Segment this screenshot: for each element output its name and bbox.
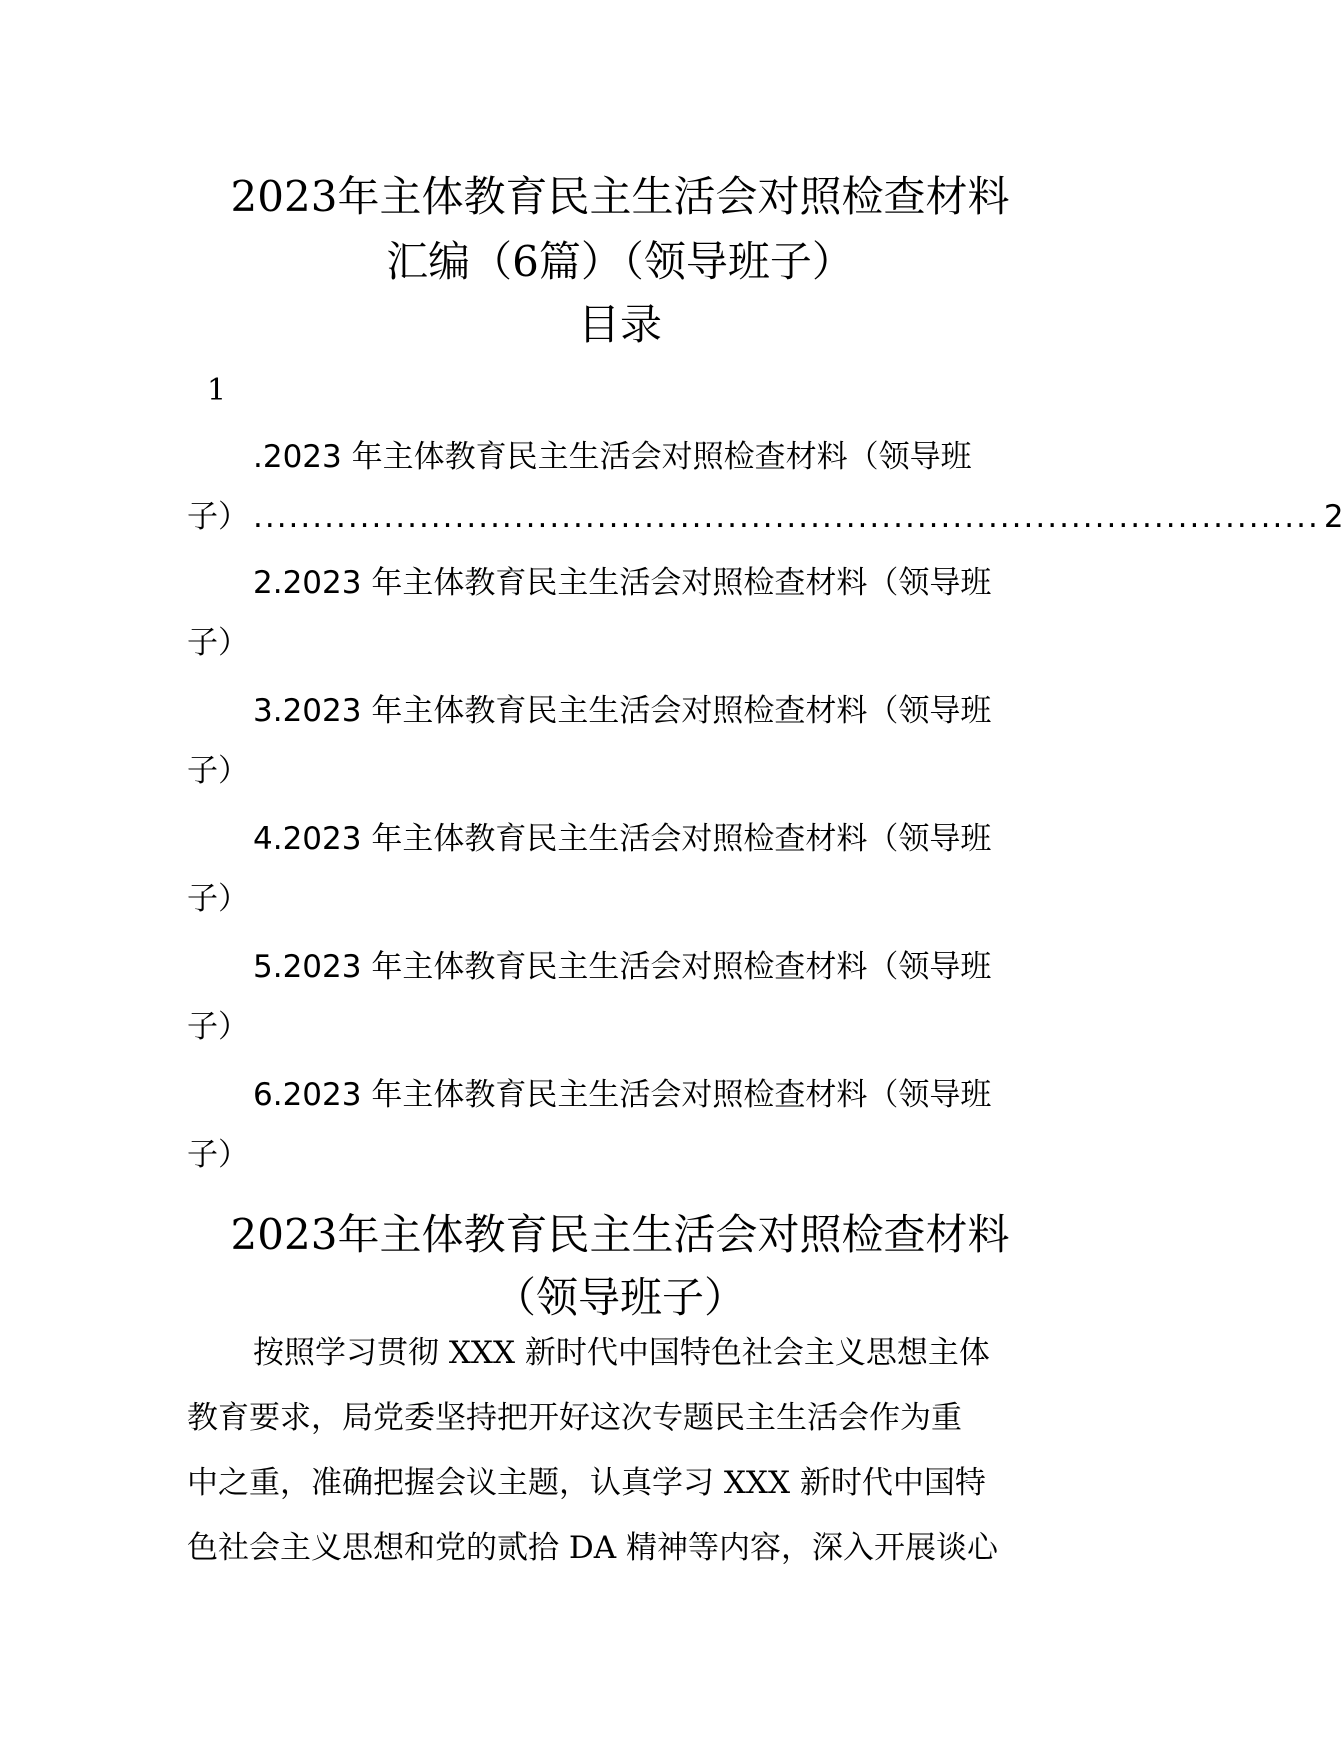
title-year: 2023 — [230, 172, 338, 221]
toc-entry-5-line-2[interactable]: 子） — [187, 1009, 249, 1045]
toc-entry-1-tail: 子） — [187, 499, 249, 535]
toc-entry-6-line-2[interactable]: 子） — [187, 1137, 249, 1173]
toc-leader-dots: .......................................................................................... — [253, 499, 1320, 535]
body-line-4 — [187, 1528, 1053, 1568]
section-title-year: 2023 — [230, 1210, 338, 1259]
body-text: 中之重，准确把握会议主题，认真学习 — [187, 1465, 724, 1501]
toc-entry-3-line-1[interactable]: 3.2023 年主体教育民主生活会对照检查材料（领导班 — [253, 693, 992, 729]
body-text: DA — [568, 1530, 617, 1566]
section-title-line-2: （领导班子） — [493, 1273, 746, 1322]
toc-entry-2-line-2[interactable]: 子） — [187, 625, 249, 661]
title-text: 年主体教育民主生活会对照检查材料 — [337, 172, 1010, 221]
toc-entry-2-line-1[interactable]: 2.2023 年主体教育民主生活会对照检查材料（领导班 — [253, 565, 992, 601]
body-line-3 — [187, 1463, 1053, 1503]
toc-heading: 目录 — [577, 300, 662, 349]
document-title-line-2 — [0, 237, 1240, 287]
toc-entry-5-line-1[interactable]: 5.2023 年主体教育民主生活会对照检查材料（领导班 — [253, 949, 992, 985]
toc-entry-4-line-2[interactable]: 子） — [187, 881, 249, 917]
section-title-text: 年主体教育民主生活会对照检查材料 — [337, 1210, 1010, 1259]
toc-entry-1-line-1[interactable]: .2023 年主体教育民主生活会对照检查材料（领导班 — [253, 439, 972, 475]
toc-entry-3-line-2[interactable]: 子） — [187, 753, 249, 789]
title-compile: 汇编（ — [386, 237, 513, 286]
toc-entry-4-line-1[interactable]: 4.2023 年主体教育民主生活会对照检查材料（领导班 — [253, 821, 992, 857]
title-suffix: 篇）（领导班子） — [538, 237, 854, 286]
body-text: XXX — [448, 1335, 516, 1371]
document-title-line-1 — [0, 172, 1240, 222]
toc-entry-1-line-2[interactable] — [187, 497, 1344, 537]
body-line-2: 教育要求，局党委坚持把开好这次专题民主生活会作为重 — [187, 1400, 962, 1436]
body-text: 新时代中国特色社会主义思想主体 — [515, 1335, 990, 1371]
body-text: 按照学习贯彻 — [253, 1335, 449, 1371]
toc-entry-1-page: 2 — [1323, 499, 1344, 535]
title-count: 6 — [512, 237, 539, 286]
section-title-line-1 — [0, 1210, 1240, 1260]
body-line-1 — [253, 1333, 1053, 1373]
toc-number: 1 — [207, 373, 227, 408]
body-text: 新时代中国特 — [790, 1465, 986, 1501]
body-text: 精神等内容，深入开展谈心 — [616, 1530, 998, 1566]
body-text: XXX — [723, 1465, 791, 1501]
toc-entry-6-line-1[interactable]: 6.2023 年主体教育民主生活会对照检查材料（领导班 — [253, 1077, 992, 1113]
body-text: 色社会主义思想和党的贰拾 — [187, 1530, 569, 1566]
